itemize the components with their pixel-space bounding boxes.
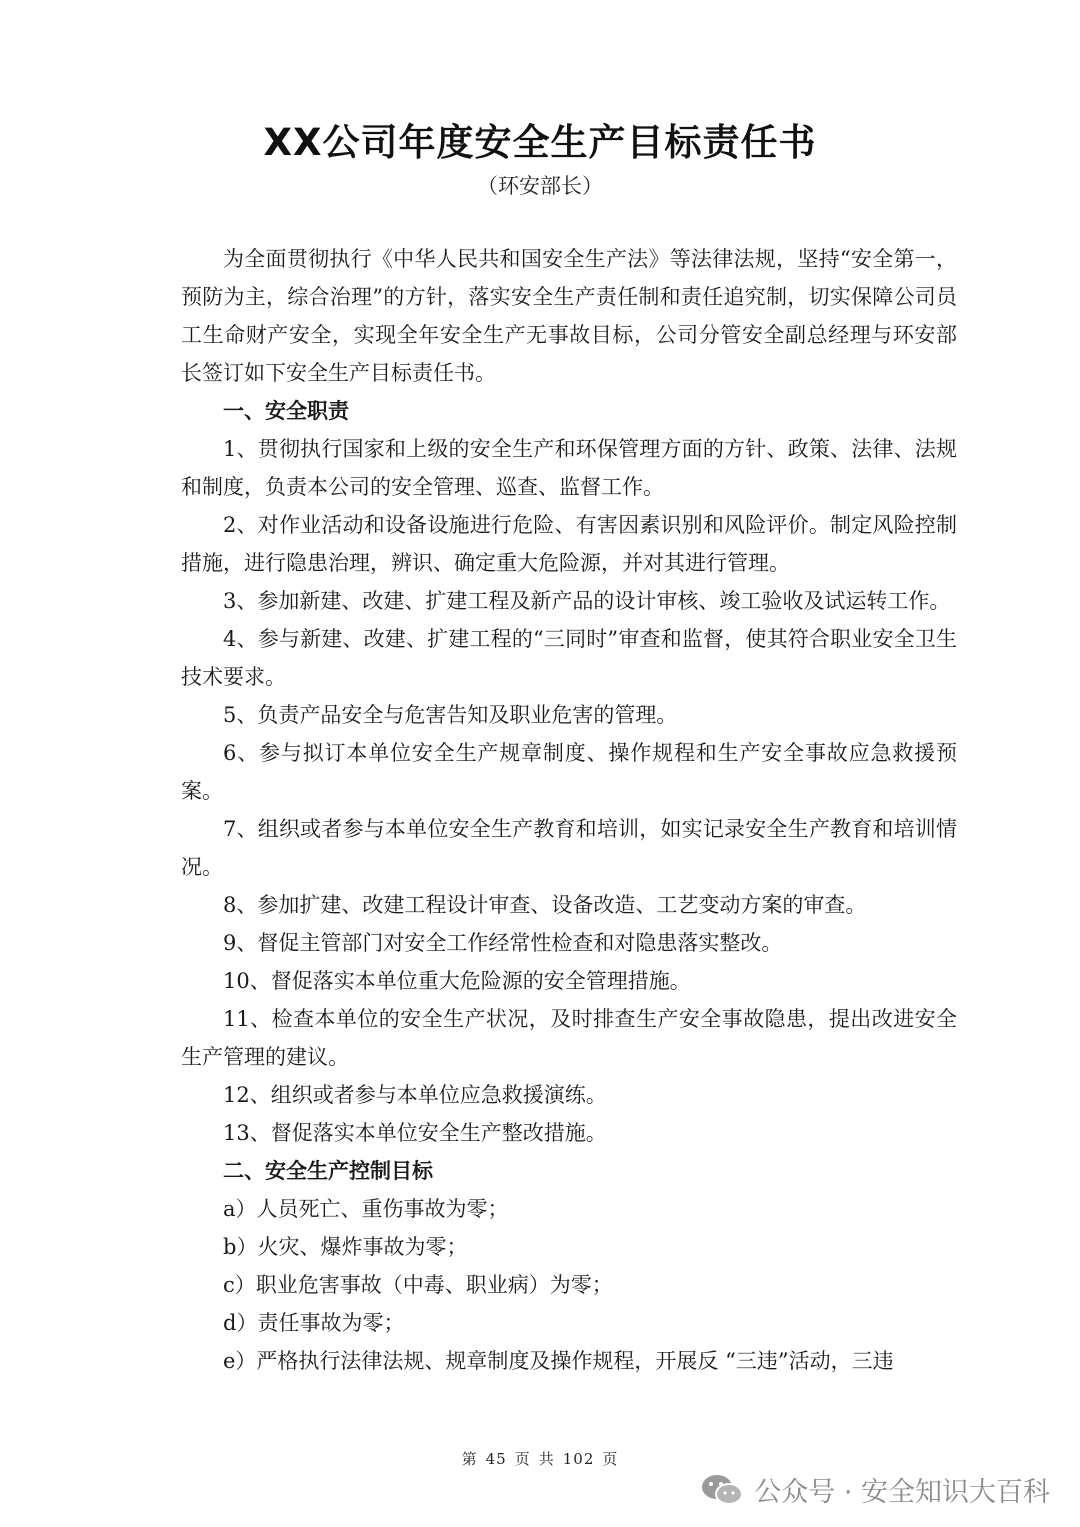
footer-total-label: 共 [538,1450,555,1468]
duty-item: 4、参与新建、改建、扩建工程的“三同时”审查和监督，使其符合职业安全卫生技术要求。 [181,627,957,689]
duty-item: 6、参与拟订本单位安全生产规章制度、操作规程和生产安全事故应急救援预案。 [181,741,957,803]
page-footer [0,1448,1080,1469]
duty-item: 3、参加新建、改建、扩建工程及新产品的设计审核、竣工验收及试运转工作。 [223,589,951,613]
total-pages: 102 [562,1450,595,1468]
document-body [181,240,957,1380]
section-heading-targets: 二、安全生产控制目标 [223,1159,433,1183]
intro-paragraph: 为全面贯彻执行《中华人民共和国安全生产法》等法律法规，坚持“安全第一，预防为主，综合治理”的方针，落实安全生产责任制和责任追究制，切实保障公司员工生命财产安全，实现全年安全生产无事故目标，公司分管安全副总经理与环安部长签订如下安全生产目标责任书。 [181,247,957,385]
duty-item: 13、督促落实本单位安全生产整改措施。 [223,1121,607,1145]
duty-item: 2、对作业活动和设备设施进行危险、有害因素识别和风险评价。制定风险控制措施，进行隐患治理，辨识、确定重大危险源，并对其进行管理。 [181,513,957,575]
wechat-icon [700,1472,744,1508]
target-item: c）职业危害事故（中毒、职业病）为零； [223,1273,613,1297]
document-subtitle: （环安部长） [477,174,603,198]
duty-item: 9、督促主管部门对安全工作经常性检查和对隐患落实整改。 [223,931,783,955]
duty-item: 10、督促落实本单位重大危险源的安全管理措施。 [223,969,691,993]
target-item: b）火灾、爆炸事故为零； [223,1235,468,1259]
page-number: 45 [485,1450,507,1468]
watermark-text: 公众号 · 安全知识大百科 [754,1477,1050,1508]
target-item: a）人员死亡、重伤事故为零； [223,1197,509,1221]
footer-suffix: 页 [602,1450,619,1468]
footer-page-label: 页 [514,1450,531,1468]
section-heading-duties: 一、安全职责 [223,399,349,423]
duty-item: 12、组织或者参与本单位应急救援演练。 [223,1083,607,1107]
duty-item: 5、负责产品安全与危害告知及职业危害的管理。 [223,703,678,727]
duty-item: 8、参加扩建、改建工程设计审查、设备改造、工艺变动方案的审查。 [223,893,867,917]
duty-item: 11、检查本单位的安全生产状况，及时排查生产安全事故隐患，提出改进安全生产管理的建议。 [181,1007,957,1069]
document-title: XX公司年度安全生产目标责任书 [263,121,817,164]
footer-prefix: 第 [461,1450,478,1468]
watermark [700,1470,1050,1509]
duty-item: 1、贯彻执行国家和上级的安全生产和环保管理方面的方针、政策、法律、法规和制度，负责本公司的安全管理、巡查、监督工作。 [181,437,957,499]
target-item: e）严格执行法律法规、规章制度及操作规程，开展反 “三违”活动，三违 [223,1349,894,1373]
target-item: d）责任事故为零； [223,1311,405,1335]
duty-item: 7、组织或者参与本单位安全生产教育和培训，如实记录安全生产教育和培训情况。 [181,817,957,879]
